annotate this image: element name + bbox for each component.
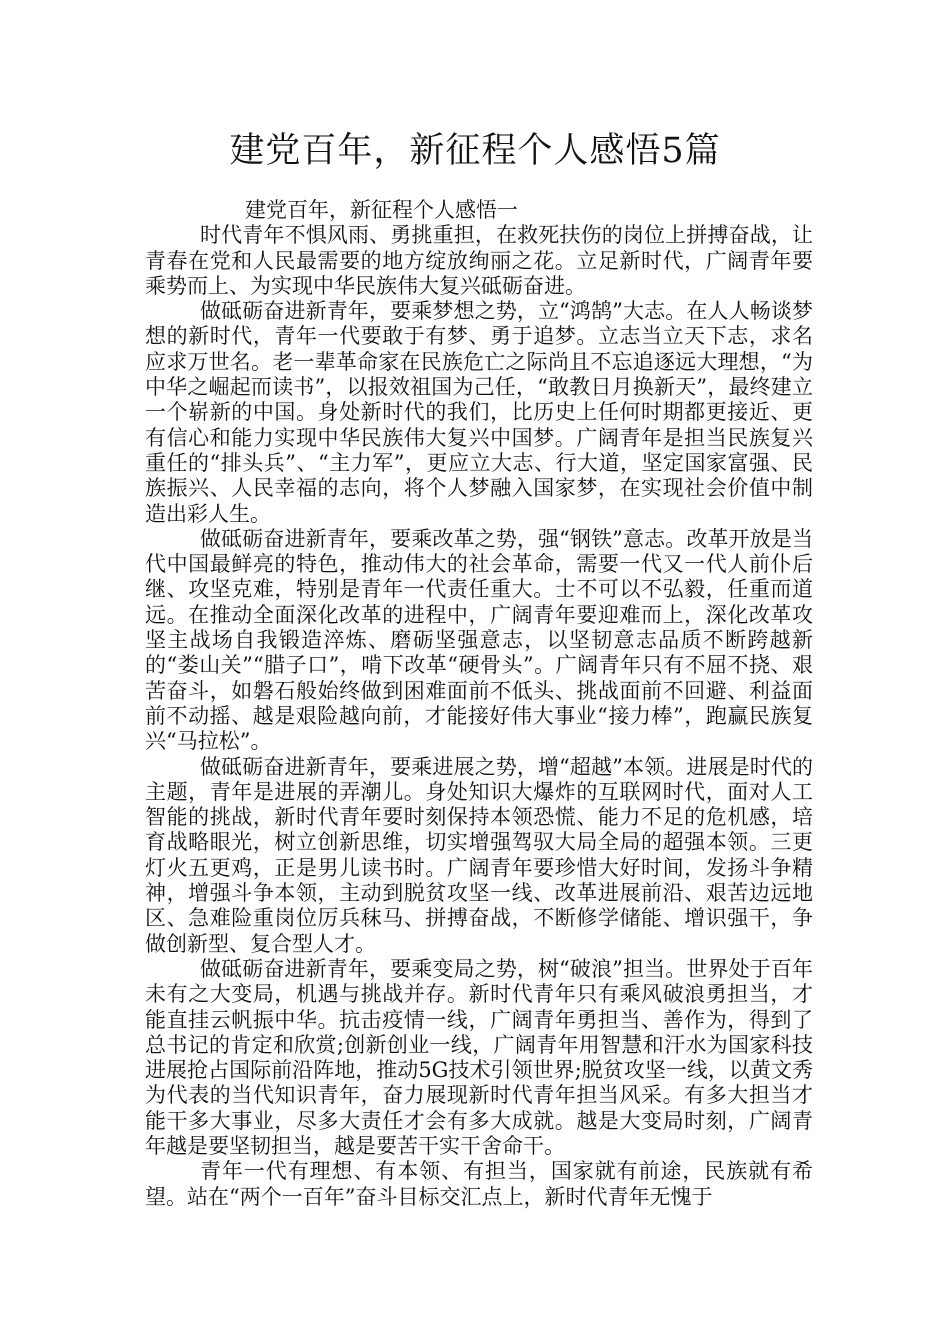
- document-title: 建党百年，新征程个人感悟5篇: [229, 131, 721, 171]
- paragraph: 做砥砺奋进新青年，要乘改革之势，强“钢铁”意志。改革开放是当代中国最鲜亮的特色，推动伟大的社会革命，需要一代又一代人前仆后继、攻坚克难，特别是青年一代责任重大。士不可以不弘毅，任重而道远。在推动全面深化改革的进程中，广阔青年要迎难而上，深化改革攻坚主战场自我锻造淬炼、磨砺坚强意志，以坚韧意志品质不断跨越新的“娄山关”“腊子口”，啃下改革“硬骨头”。广阔青年只有不屈不挠、艰苦奋斗，如磐石般始终做到困难面前不低头、挑战面前不回避、利益面前不动摇、越是艰险越向前，才能接好伟大事业“接力棒”，跑赢民族复兴“马拉松”。: [145, 526, 813, 754]
- paragraph: 做砥砺奋进新青年，要乘进展之势，增“超越”本领。进展是时代的主题，青年是进展的弄潮儿。身处知识大爆炸的互联网时代，面对人工智能的挑战，新时代青年要时刻保持本领恐慌、能力不足的危机感，培育战略眼光，树立创新思维，切实增强驾驭大局全局的超强本领。三更灯火五更鸡，正是男儿读书时。广阔青年要珍惜大好时间，发扬斗争精神，增强斗争本领，主动到脱贫攻坚一线、改革进展前沿、艰苦边远地区、急难险重岗位厉兵秣马、拼搏奋战，不断修学储能、增识强干，争做创新型、复合型人才。: [145, 754, 813, 956]
- paragraph: 时代青年不惧风雨、勇挑重担，在救死扶伤的岗位上拼搏奋战，让青春在党和人民最需要的地方绽放绚丽之花。立足新时代，广阔青年要乘势而上、为实现中华民族伟大复兴砥砺奋进。: [145, 223, 813, 298]
- section-heading: 建党百年，新征程个人感悟一: [245, 198, 518, 222]
- paragraph: 做砥砺奋进新青年，要乘梦想之势，立“鸿鹄”大志。在人人畅谈梦想的新时代，青年一代要敢于有梦、勇于追梦。立志当立天下志，求名应求万世名。老一辈革命家在民族危亡之际尚且不忘追逐远大理想，“为中华之崛起而读书”，以报效祖国为己任，“敢教日月换新天”，最终建立一个崭新的中国。身处新时代的我们，比历史上任何时期都更接近、更有信心和能力实现中华民族伟大复兴中国梦。广阔青年是担当民族复兴重任的“排头兵”、“主力军”，更应立大志、行大道，坚定国家富强、民族振兴、人民幸福的志向，将个人梦融入国家梦，在实现社会价值中制造出彩人生。: [145, 299, 813, 526]
- paragraph: 做砥砺奋进新青年，要乘变局之势，树“破浪”担当。世界处于百年未有之大变局，机遇与挑战并存。新时代青年只有乘风破浪勇担当，才能直挂云帆振中华。抗击疫情一线，广阔青年勇担当、善作为，得到了总书记的肯定和欣赏;创新创业一线，广阔青年用智慧和汗水为国家科技进展抢占国际前沿阵地，推动5G技术引领世界;脱贫攻坚一线，以黄文秀为代表的当代知识青年，奋力展现新时代青年担当风采。有多大担当才能干多大事业，尽多大责任才会有多大成就。越是大变局时刻，广阔青年越是要坚韧担当，越是要苦干实干舍命干。: [145, 956, 813, 1158]
- paragraph: 青年一代有理想、有本领、有担当，国家就有前途，民族就有希望。站在“两个一百年”奋斗目标交汇点上，新时代青年无愧于: [145, 1159, 813, 1209]
- document-body: [145, 198, 813, 1210]
